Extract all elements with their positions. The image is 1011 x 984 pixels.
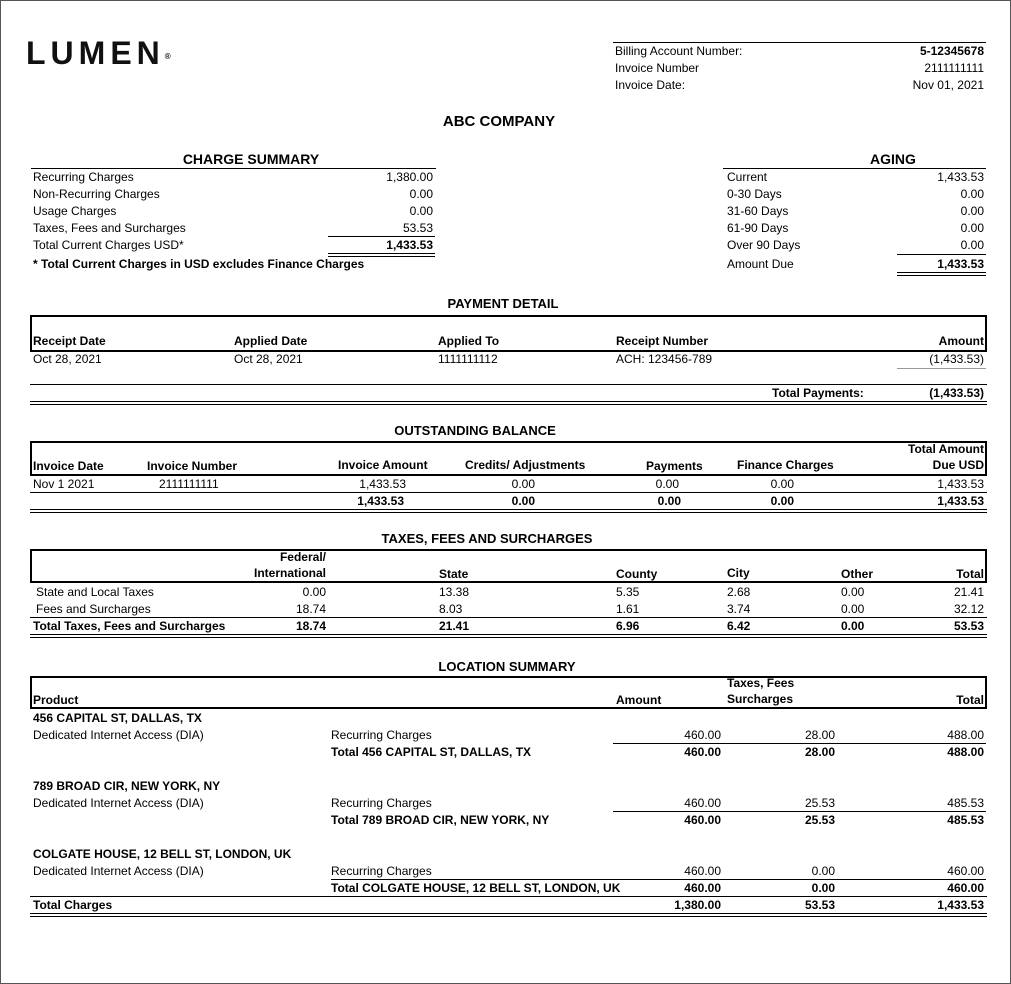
ob-total-total: 1,433.53 xyxy=(937,494,984,508)
invoice-date-value: Nov 01, 2021 xyxy=(912,78,984,92)
tx-total-state: 21.41 xyxy=(439,619,470,633)
lumen-logo xyxy=(26,35,171,71)
ob-header-invoice-number: Invoice Number xyxy=(147,459,238,473)
tx-header-other: Other xyxy=(841,567,874,581)
payment-detail-header-box xyxy=(30,315,987,352)
ls-subtotal-taxes: 28.00 xyxy=(804,745,835,759)
tx-total: 32.12 xyxy=(953,602,984,616)
pd-applied-date: Oct 28, 2021 xyxy=(234,352,303,366)
taxes-title: TAXES, FEES AND SURCHARGES xyxy=(381,531,593,546)
ls-grand-rule xyxy=(30,896,987,897)
invoice-number-value: 2111111111 xyxy=(924,61,984,75)
ls-subtotal-amount: 460.00 xyxy=(684,745,721,759)
ls-subtotal-rule xyxy=(331,879,986,880)
ls-address: 789 BROAD CIR, NEW YORK, NY xyxy=(33,779,221,793)
aging-value: 0.00 xyxy=(960,221,984,235)
aging-double-rule xyxy=(897,272,986,273)
charge-total-label: Total Current Charges USD* xyxy=(33,238,184,252)
charge-double-rule xyxy=(328,253,435,254)
tx-state: 8.03 xyxy=(439,602,463,616)
ls-product: Dedicated Internet Access (DIA) xyxy=(33,728,204,742)
charge-value: 0.00 xyxy=(409,204,433,218)
pd-amount: (1,433.53) xyxy=(929,352,984,366)
ob-double-rule xyxy=(30,509,987,510)
tx-other: 0.00 xyxy=(841,602,865,616)
payment-detail-title: PAYMENT DETAIL xyxy=(447,296,559,311)
tx-header-state: State xyxy=(439,567,469,581)
ob-total-rule xyxy=(30,492,987,493)
ob-invoice-amount: 1,433.53 xyxy=(359,477,406,491)
ob-header-finance: Finance Charges xyxy=(737,458,834,472)
ls-charge: Recurring Charges xyxy=(331,728,432,742)
ls-double-rule xyxy=(30,916,987,917)
charge-label: Usage Charges xyxy=(33,204,117,218)
tx-county: 1.61 xyxy=(616,602,640,616)
charge-label: Recurring Charges xyxy=(33,170,134,184)
ls-taxes: 28.00 xyxy=(804,728,835,742)
charge-summary-rule xyxy=(31,168,436,169)
logo-mark: ® xyxy=(164,52,171,61)
ob-finance: 0.00 xyxy=(770,477,794,491)
ls-header-amount: Amount xyxy=(616,693,662,707)
ls-subtotal-total: 488.00 xyxy=(947,745,984,759)
pd-applied-to: 1111111112 xyxy=(438,352,498,366)
pd-header-amount: Amount xyxy=(938,334,984,348)
aging-value: 0.00 xyxy=(960,187,984,201)
ob-total-payments: 0.00 xyxy=(657,494,681,508)
charge-value: 53.53 xyxy=(402,221,433,235)
ls-subtotal-rule xyxy=(613,743,986,744)
ls-product: Dedicated Internet Access (DIA) xyxy=(33,796,204,810)
aging-value: 0.00 xyxy=(960,204,984,218)
aging-label: Current xyxy=(727,170,768,184)
ls-product: Dedicated Internet Access (DIA) xyxy=(33,864,204,878)
pd-total-label: Total Payments: xyxy=(772,386,864,400)
ls-amount: 460.00 xyxy=(684,864,721,878)
tx-city: 2.68 xyxy=(727,585,751,599)
pd-header-receipt-date: Receipt Date xyxy=(33,334,106,348)
ls-amount: 460.00 xyxy=(684,728,721,742)
ls-subtotal-total: 460.00 xyxy=(947,881,984,895)
ls-subtotal-taxes: 25.53 xyxy=(804,813,835,827)
tx-other: 0.00 xyxy=(841,585,865,599)
tx-total-label: Total Taxes, Fees and Surcharges xyxy=(33,619,226,633)
ls-header-total: Total xyxy=(956,693,984,707)
outstanding-title: OUTSTANDING BALANCE xyxy=(394,423,556,438)
pd-total-top-rule xyxy=(30,384,987,385)
aging-label: 31-60 Days xyxy=(727,204,789,218)
ls-taxes: 0.00 xyxy=(811,864,835,878)
ob-double-rule xyxy=(30,512,987,513)
pd-double-rule xyxy=(30,401,987,402)
ls-subtotal-label: Total 789 BROAD CIR, NEW YORK, NY xyxy=(331,813,550,827)
ob-total-finance: 0.00 xyxy=(770,494,794,508)
tx-row-label: Fees and Surcharges xyxy=(36,602,151,616)
tx-county: 5.35 xyxy=(616,585,640,599)
ob-header-invoice-date: Invoice Date xyxy=(33,459,104,473)
charge-note: * Total Current Charges in USD excludes Finance Charges xyxy=(33,257,365,271)
ls-total: 488.00 xyxy=(947,728,984,742)
billing-account-value: 5-12345678 xyxy=(919,44,984,58)
pd-header-applied-to: Applied To xyxy=(438,334,500,348)
ls-header-product: Product xyxy=(33,693,79,707)
charge-summary-title: CHARGE SUMMARY xyxy=(182,151,320,167)
amount-due-value: 1,433.53 xyxy=(937,257,984,271)
location-title: LOCATION SUMMARY xyxy=(438,659,576,674)
pd-receipt-number: ACH: 123456-789 xyxy=(616,352,713,366)
tx-federal: 0.00 xyxy=(302,585,326,599)
ls-subtotal-rule xyxy=(613,811,986,812)
pd-amount-rule xyxy=(897,368,986,369)
ls-subtotal-amount: 460.00 xyxy=(684,881,721,895)
tx-row-label: State and Local Taxes xyxy=(36,585,154,599)
tx-double-rule xyxy=(30,637,987,638)
ls-header-taxes-1: Taxes, Fees xyxy=(727,676,795,690)
charge-total-value: 1,433.53 xyxy=(386,238,433,252)
aging-label: 61-90 Days xyxy=(727,221,789,235)
ob-header-total-due: Due USD xyxy=(932,458,984,472)
aging-value: 0.00 xyxy=(960,238,984,252)
ls-total: 460.00 xyxy=(947,864,984,878)
charge-value: 0.00 xyxy=(409,187,433,201)
pd-double-rule xyxy=(30,404,987,405)
aging-total-rule xyxy=(897,254,986,255)
tx-total-rule xyxy=(30,617,987,618)
charge-label: Non-Recurring Charges xyxy=(33,187,160,201)
tx-total-total: 53.53 xyxy=(953,619,984,633)
pd-receipt-date: Oct 28, 2021 xyxy=(33,352,102,366)
ls-amount: 460.00 xyxy=(684,796,721,810)
ob-header-payments: Payments xyxy=(646,459,703,473)
ls-address: 456 CAPITAL ST, DALLAS, TX xyxy=(33,711,202,725)
ls-charge: Recurring Charges xyxy=(331,864,432,878)
ob-header-credits: Credits/ Adjustments xyxy=(465,458,586,472)
ls-taxes: 25.53 xyxy=(804,796,835,810)
ob-credits: 0.00 xyxy=(511,477,535,491)
tx-total-county: 6.96 xyxy=(616,619,640,633)
tx-total-city: 6.42 xyxy=(727,619,751,633)
ls-subtotal-total: 485.53 xyxy=(947,813,984,827)
ob-total: 1,433.53 xyxy=(937,477,984,491)
pd-total-value: (1,433.53) xyxy=(929,386,984,400)
location-header-box xyxy=(30,676,987,709)
ob-header-total: Total Amount xyxy=(908,442,984,456)
ls-subtotal-label: Total COLGATE HOUSE, 12 BELL ST, LONDON, UK xyxy=(331,881,621,895)
ob-header-invoice-amount: Invoice Amount xyxy=(338,458,428,472)
tx-double-rule xyxy=(30,634,987,635)
tx-header-federal: Federal/ xyxy=(279,550,326,564)
ls-grand-taxes: 53.53 xyxy=(804,898,835,912)
ls-grand-label: Total Charges xyxy=(33,898,113,912)
ls-grand-total: 1,433.53 xyxy=(937,898,984,912)
tx-total-other: 0.00 xyxy=(841,619,865,633)
tx-header-county: County xyxy=(616,567,658,581)
invoice-number-label: Invoice Number xyxy=(615,61,700,75)
ob-total-invoice-amount: 1,433.53 xyxy=(357,494,404,508)
aging-label: Over 90 Days xyxy=(727,238,801,252)
tx-federal: 18.74 xyxy=(295,602,326,616)
ls-header-taxes-2: Surcharges xyxy=(727,692,794,706)
aging-value: 1,433.53 xyxy=(937,170,984,184)
ob-invoice-date: Nov 1 2021 xyxy=(33,477,95,491)
charge-total-rule xyxy=(328,236,435,237)
billing-account-label: Billing Account Number: xyxy=(615,44,743,58)
aging-title: AGING xyxy=(870,151,916,167)
tx-total-federal: 18.74 xyxy=(295,619,326,633)
charge-value: 1,380.00 xyxy=(386,170,433,184)
aging-double-rule xyxy=(897,275,986,276)
tx-header-total: Total xyxy=(956,567,984,581)
aging-rule xyxy=(723,168,986,169)
ob-invoice-number: 2111111111 xyxy=(159,477,219,491)
tx-state: 13.38 xyxy=(439,585,470,599)
ob-total-credits: 0.00 xyxy=(511,494,535,508)
ls-subtotal-label: Total 456 CAPITAL ST, DALLAS, TX xyxy=(331,745,532,759)
charge-label: Taxes, Fees and Surcharges xyxy=(33,221,186,235)
amount-due-label: Amount Due xyxy=(727,257,794,271)
ls-total: 485.53 xyxy=(947,796,984,810)
header-rule xyxy=(613,42,986,43)
invoice-date-label: Invoice Date: xyxy=(615,78,686,92)
tx-city: 3.74 xyxy=(727,602,751,616)
ls-subtotal-amount: 460.00 xyxy=(684,813,721,827)
company-name: ABC COMPANY xyxy=(442,113,556,130)
ls-address: COLGATE HOUSE, 12 BELL ST, LONDON, UK xyxy=(33,847,292,861)
tx-header-city: City xyxy=(727,566,750,580)
tx-total: 21.41 xyxy=(953,585,984,599)
pd-header-applied-date: Applied Date xyxy=(234,334,308,348)
pd-header-receipt-number: Receipt Number xyxy=(616,334,709,348)
tx-header-international: International xyxy=(253,566,326,580)
ls-double-rule xyxy=(30,913,987,914)
ls-charge: Recurring Charges xyxy=(331,796,432,810)
aging-label: 0-30 Days xyxy=(727,187,782,201)
ls-subtotal-taxes: 0.00 xyxy=(811,881,835,895)
ls-grand-amount: 1,380.00 xyxy=(674,898,721,912)
logo-text: LUMEN xyxy=(26,35,165,71)
ob-payments: 0.00 xyxy=(655,477,679,491)
